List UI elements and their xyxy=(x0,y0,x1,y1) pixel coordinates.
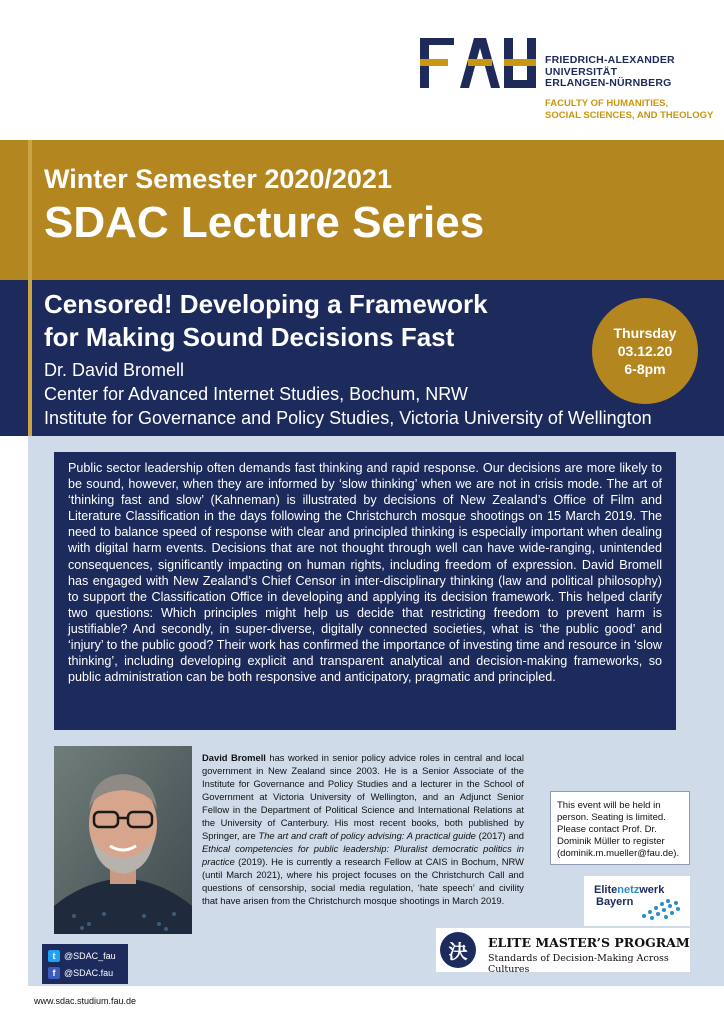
fau-logo-letters xyxy=(420,38,536,88)
faculty-line-1: FACULTY OF HUMANITIES, xyxy=(545,98,669,109)
elitenetzwerk-line-2: Bayern xyxy=(596,896,634,908)
event-time: 6-8pm xyxy=(624,361,666,377)
elite-masters-program xyxy=(436,928,690,975)
program-title: ELITE MASTER’S PROGRAM xyxy=(488,935,690,950)
faculty-line-2: SOCIAL SCIENCES, AND THEOLOGY xyxy=(545,109,714,121)
social-links xyxy=(42,944,128,984)
network-dots-icon xyxy=(640,898,684,920)
elitenetzwerk-werk: werk xyxy=(639,884,665,896)
registration-notice-text: This event will be held in person. Seating is limited. Please contact Prof. Dr. Dominik Müller to register (dominik.m.mueller@fau.de). xyxy=(557,800,680,859)
speaker-affiliation-1: Center for Advanced Internet Studies, Bochum, NRW xyxy=(44,384,468,404)
accent-stripe xyxy=(28,140,32,436)
bio-text-2: (2017) and xyxy=(475,830,525,841)
bio-text-1: has worked in senior policy advice roles in central and local government in New Zealand since 2003. He is a Senior Associate of the Institute for Governance and Policy Studies and a lecturer in the School of Government at Victoria University of Wellington, and an Adjunct Senior Fellow in the Department of Political Science and International Relations at the University of Canterbury. His most recent books, both published by Springer, are xyxy=(202,752,524,841)
bio-text-3: (2019). He is currently a research Fellow at CAIS in Bochum, NRW (until March 2021), where his project focuses on the Christchurch Call and questions of censorship, social media regulation, ‘hate speech’ and civility that have arisen from the Christchurch mosque shootings in March 2019. xyxy=(202,856,524,906)
date-badge xyxy=(592,298,698,404)
elitenetzwerk-netz: netz xyxy=(617,884,640,896)
speaker-bio xyxy=(202,751,524,907)
bio-name: David Bromell xyxy=(202,752,266,763)
twitter-handle: @SDAC_fau xyxy=(64,951,116,961)
program-subtitle: Standards of Decision-Making Across Cultures xyxy=(488,953,669,975)
talk-title-line-1: Censored! Developing a Framework xyxy=(44,289,488,319)
semester-label: Winter Semester 2020/2021 xyxy=(44,164,392,194)
speaker-portrait-image xyxy=(54,746,192,934)
abstract-box xyxy=(54,452,676,730)
abstract-text: Public sector leadership often demands fast thinking and rapid response. Our decisions are more likely to be sound, however, when they are informed by ‘slow thinking’ when we are not in crisis mode. The art of ‘thinking fast and slow’ (Kahneman) is illustrated by decisions of New Zealand’s Office of Film and Literature Classification in the days following the Christchurch mosque shootings on 15 March 2019. The need to balance speed of response with clear and principled thinking is especially important when dealing with digital harm events. Decisions that are not thought through well can have wide-ranging, unintended consequences, significantly impacting on human rights, including freedom of expression. David Bromell has engaged with New Zealand’s Chief Censor in inter-disciplinary thinking (law and political philosophy) to support the Classification Office in developing and applying its decision framework. This helped clarify two questions: Which principles might help us decide that restricting freedom to prevent harm is justifiable? And secondly, in super-diverse, digitally connected societies, what is ‘the public good’ and ‘injury’ to the public good? Their work has confirmed the importance of investing time and resource in ‘slow thinking’, including developing explicit and transparent analytical and decision-making frameworks, so public administration can be both responsive and anticipatory, pragmatic and principled. xyxy=(68,461,662,685)
series-title: SDAC Lecture Series xyxy=(44,198,485,247)
speaker-name: Dr. David Bromell xyxy=(44,360,185,380)
twitter-link[interactable] xyxy=(48,950,116,962)
website-link[interactable]: www.sdac.studium.fau.de xyxy=(34,996,137,1006)
fau-logo xyxy=(420,38,536,88)
talk-title xyxy=(44,288,604,354)
event-day: Thursday xyxy=(613,325,677,341)
facebook-link[interactable] xyxy=(48,967,113,979)
university-line-1: FRIEDRICH-ALEXANDER xyxy=(545,54,675,66)
facebook-icon: f xyxy=(48,967,60,979)
bio-book-2: Ethical competencies for public leadership: Pluralist democratic politics in practice xyxy=(202,843,524,867)
speaker-affiliation-2: Institute for Governance and Policy Studies, Victoria University of Wellington xyxy=(44,408,652,428)
faculty-name xyxy=(545,98,713,121)
elitenetzwerk-line-1 xyxy=(594,884,664,896)
bio-book-1: The art and craft of policy advising: A practical guide xyxy=(258,830,476,841)
elitenetzwerk-logo xyxy=(584,876,690,926)
twitter-icon: t xyxy=(48,950,60,962)
facebook-handle: @SDAC.fau xyxy=(64,968,114,978)
program-badge-icon: 決 xyxy=(440,932,476,968)
talk-title-line-2: for Making Sound Decisions Fast xyxy=(44,322,455,352)
registration-notice xyxy=(550,791,690,865)
university-line-2: UNIVERSITÄT xyxy=(545,65,618,78)
university-name xyxy=(545,55,675,90)
elitenetzwerk-elite: Elite xyxy=(594,884,618,896)
speaker-photo xyxy=(54,746,192,934)
university-line-3: ERLANGEN-NÜRNBERG xyxy=(545,77,672,89)
event-date: 03.12.20 xyxy=(617,343,673,359)
